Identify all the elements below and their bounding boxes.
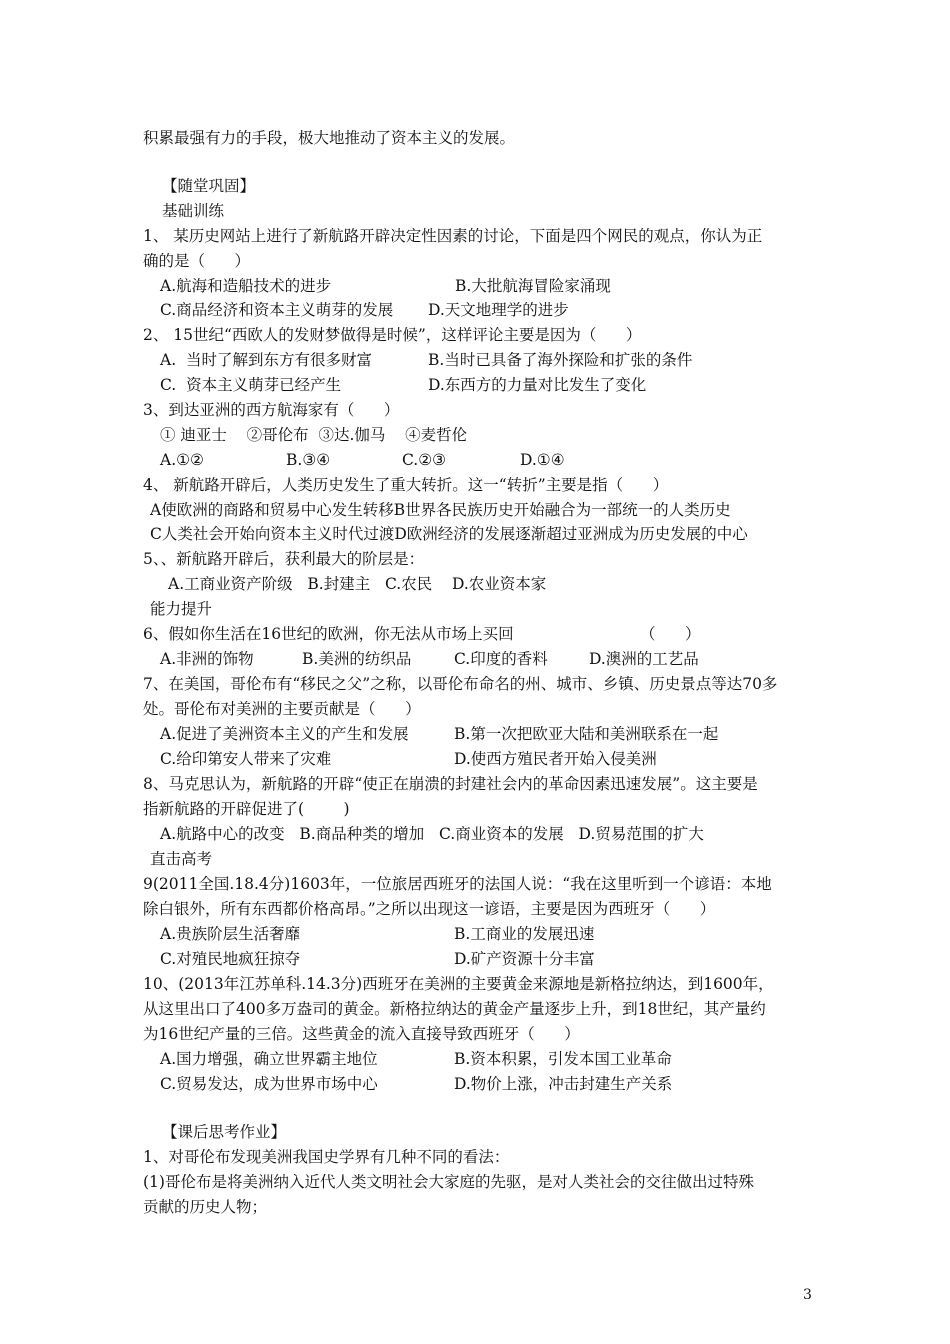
q2-option-a: A. 当时了解到东方有很多财富 (160, 351, 372, 369)
q3-option-d: D.①④ (520, 451, 565, 469)
q7-option-c: C.给印第安人带来了灾难 (160, 750, 332, 768)
q7-option-b: B.第一次把欧亚大陆和美洲联系在一起 (454, 725, 719, 743)
q9-stem-line1: 9(2011全国.18.4分)1603年，一位旅居西班牙的法国人说：“我在这里听到一个谚语：本地 (143, 875, 772, 893)
q1-option-b: B.大批航海冒险家涌现 (455, 277, 611, 295)
intro-line: 积累最强有力的手段，极大地推动了资本主义的发展。 (143, 129, 516, 147)
homework-p1-line2: 贡献的历史人物； (143, 1198, 268, 1216)
homework-q1-stem: 1、对哥伦布发现美洲我国史学界有几种不同的看法： (143, 1148, 510, 1166)
section-heading-homework: 【课后思考作业】 (162, 1123, 287, 1141)
subheading-basic: 基础训练 (162, 202, 225, 220)
q7-option-a: A.促进了美洲资本主义的产生和发展 (160, 725, 409, 743)
q10-stem-line3: 为16世纪产量的三倍。这些黄金的流入直接导致西班牙（ ） (143, 1025, 580, 1043)
q8-stem-line1: 8、马克思认为，新航路的开辟“使正在崩溃的封建社会内的革命因素迅速发展”。这主要是 (143, 775, 758, 793)
q10-option-b: B.资本积累，引发本国工业革命 (454, 1050, 672, 1068)
q9-stem-line2: 除白银外，所有东西都价格高昂。”之所以出现这一谚语，主要是因为西班牙（ ） (143, 900, 716, 918)
q8-options: A.航路中心的改变 B.商品种类的增加 C.商业资本的发展 D.贸易范围的扩大 (160, 825, 704, 843)
q9-option-c: C.对殖民地疯狂掠夺 (160, 950, 301, 968)
q5-stem: 5、、新航路开辟后，获利最大的阶层是： (143, 550, 425, 568)
q2-stem: 2、 15世纪“西欧人的发财梦做得是时候”，这样评论主要是因为（ ） (143, 326, 642, 344)
q9-option-b: B.工商业的发展迅速 (454, 925, 595, 943)
q10-stem-line2: 从这里出口了400多万盎司的黄金。新格拉纳达的黄金产量逐步上升，到18世纪，其产量约 (143, 1000, 766, 1018)
q2-option-d: D.东西方的力量对比发生了变化 (428, 376, 647, 394)
page-number: 3 (803, 1287, 812, 1303)
q1-option-a: A.航海和造船技术的进步 (160, 277, 332, 295)
q1-stem-line2: 确的是（ ） (143, 252, 251, 270)
q3-option-a: A.①② (160, 451, 204, 469)
q4-stem: 4、 新航路开辟后，人类历史发生了重大转折。这一“转折”主要是指（ ） (143, 476, 669, 494)
q6-option-d: D.澳洲的工艺品 (589, 650, 699, 668)
q4-options-cd: C人类社会开始向资本主义时代过渡D欧洲经济的发展逐渐超过亚洲成为历史发展的中心 (150, 525, 748, 543)
q10-option-a: A.国力增强，确立世界霸主地位 (160, 1050, 378, 1068)
q7-stem-line2: 处。哥伦布对美洲的主要贡献是（ ） (143, 700, 421, 718)
section-heading-practice: 【随堂巩固】 (162, 177, 256, 195)
q9-option-d: D.矿产资源十分丰富 (454, 950, 595, 968)
q5-options: A.工商业资产阶级 B.封建主 C.农民 D.农业资本家 (168, 575, 547, 593)
q3-stem: 3、到达亚洲的西方航海家有（ ） (143, 401, 400, 419)
q7-stem-line1: 7、在美国，哥伦布有“移民之父”之称，以哥伦布命名的州、城市、乡镇、历史景点等达70多 (143, 675, 778, 693)
q6-option-a: A.非洲的饰物 (160, 650, 254, 668)
subheading-exam: 直击高考 (150, 850, 213, 868)
q9-option-a: A.贵族阶层生活奢靡 (160, 925, 301, 943)
q1-option-d: D.天文地理学的进步 (428, 301, 569, 319)
q10-stem-line1: 10、(2013年江苏单科.14.3分)西班牙在美洲的主要黄金来源地是新格拉纳达，到1600年， (143, 975, 774, 993)
q1-option-c: C.商品经济和资本主义萌芽的发展 (160, 301, 394, 319)
q10-option-d: D.物价上涨，冲击封建生产关系 (454, 1075, 673, 1093)
q3-option-b: B.③④ (286, 451, 331, 469)
q6-option-b: B.美洲的纺织品 (302, 650, 412, 668)
q10-option-c: C.贸易发达，成为世界市场中心 (160, 1075, 378, 1093)
subheading-ability: 能力提升 (150, 600, 213, 618)
q3-option-c: C.②③ (402, 451, 447, 469)
q4-options-ab: A使欧洲的商路和贸易中心发生转移B世界各民族历史开始融合为一部统一的人类历史 (150, 501, 731, 519)
q6-option-c: C.印度的香料 (454, 650, 548, 668)
q2-option-c: C. 资本主义萌芽已经产生 (160, 376, 342, 394)
q6-stem: 6、假如你生活在16世纪的欧洲，你无法从市场上买回 (143, 625, 514, 643)
q3-items: ① 迪亚士 ②哥伦布 ③达.伽马 ④麦哲伦 (160, 426, 468, 444)
q1-stem-line1: 1、 某历史网站上进行了新航路开辟决定性因素的讨论，下面是四个网民的观点，你认为正 (143, 227, 763, 245)
q2-option-b: B.当时已具备了海外探险和扩张的条件 (428, 351, 693, 369)
q7-option-d: D.使西方殖民者开始入侵美洲 (454, 750, 657, 768)
homework-p1-line1: (1)哥伦布是将美洲纳入近代人类文明社会大家庭的先驱，是对人类社会的交往做出过特殊 (143, 1173, 754, 1191)
q6-answer-paren: （ ） (640, 625, 701, 643)
q8-stem-line2: 指新航路的开辟促进了( ) (143, 800, 350, 818)
